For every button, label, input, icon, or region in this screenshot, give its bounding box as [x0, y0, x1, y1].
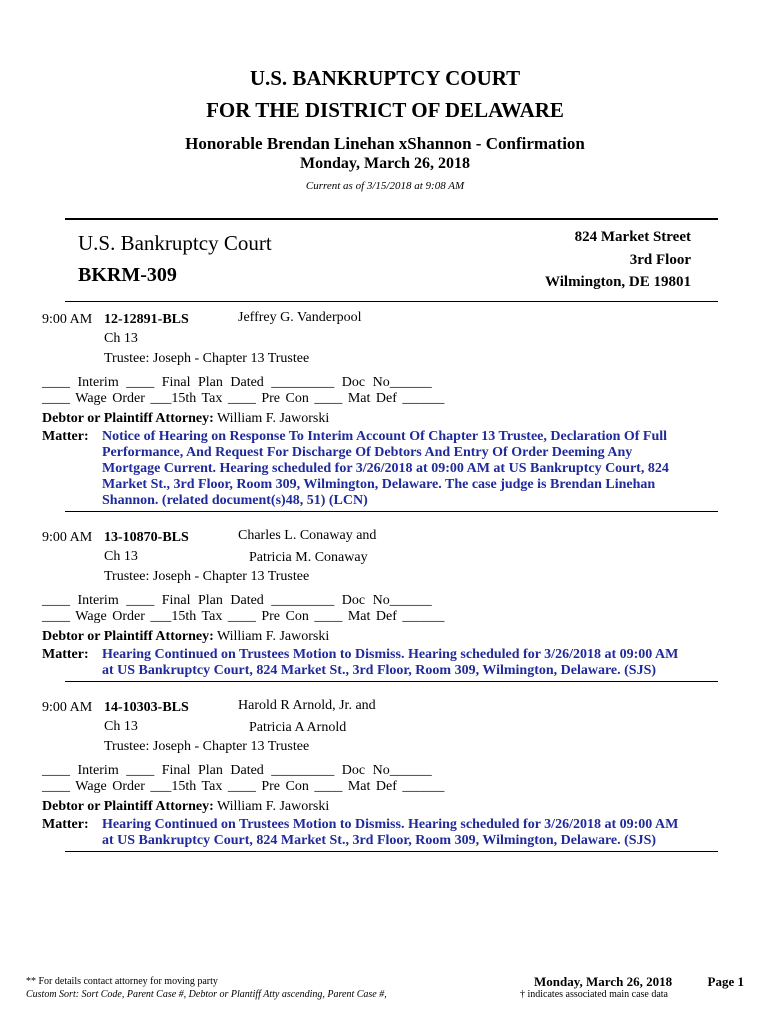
case-chapter: Ch 13 [104, 331, 138, 346]
case-chapter: Ch 13 [104, 719, 138, 734]
attorney-name: William F. Jaworski [216, 411, 330, 426]
matter-text-line: Hearing Continued on Trustees Motion to Dismiss. Hearing scheduled for 3/26/2018 at 09:00 AM [102, 647, 679, 662]
checklist-row: ____ Wage Order ___15th Tax ____ Pre Con ____ Mat Def ______ [42, 779, 445, 794]
matter-label: Matter: [42, 817, 89, 832]
co-debtor-name: Patricia A Arnold [249, 720, 347, 735]
checklist-row: ____ Interim ____ Final Plan Dated _________ Doc No______ [42, 375, 432, 390]
matter-text-line: Market St., 3rd Floor, Room 309, Wilmington, Delaware. The case judge is Brendan Linehan [102, 477, 656, 492]
checklist-row: ____ Wage Order ___15th Tax ____ Pre Con ____ Mat Def ______ [42, 391, 445, 406]
court-title: U.S. BANKRUPTCY COURT [249, 66, 521, 90]
attorney-name: William F. Jaworski [216, 629, 330, 644]
attorney-name: William F. Jaworski [216, 799, 330, 814]
matter-text-line: Notice of Hearing on Response To Interim Account Of Chapter 13 Trustee, Declaration Of Full [102, 429, 668, 444]
address-floor: 3rd Floor [629, 252, 691, 268]
footer-legend: † indicates associated main case data [520, 989, 668, 1000]
case-time: 9:00 AM [42, 312, 93, 327]
case-time: 9:00 AM [42, 700, 93, 715]
case-divider [65, 681, 718, 682]
case-number: 14-10303-BLS [104, 700, 189, 715]
current-as-of: Current as of 3/15/2018 at 9:08 AM [305, 180, 465, 192]
courtroom: BKRM-309 [78, 264, 177, 286]
attorney-line [42, 799, 329, 815]
case-trustee: Trustee: Joseph - Chapter 13 Trustee [104, 569, 310, 584]
page-number: Page 1 [707, 974, 744, 989]
matter-text-line: Hearing Continued on Trustees Motion to Dismiss. Hearing scheduled for 3/26/2018 at 09:00 AM [102, 817, 679, 832]
footer-custom-sort: Custom Sort: Sort Code, Parent Case #, Debtor or Plantiff Atty ascending, Parent Case #, [26, 989, 387, 1000]
address-street: 824 Market Street [574, 229, 691, 245]
matter-text-line: Performance, And Request For Discharge Of Debtors And Entry Of Order Deeming Any [102, 445, 633, 460]
judge-line: Honorable Brendan Linehan xShannon - Confirmation [185, 134, 585, 153]
header-rule [65, 218, 718, 220]
attorney-label: Debtor or Plaintiff Attorney: [42, 411, 214, 426]
attorney-line [42, 411, 329, 427]
case-chapter: Ch 13 [104, 549, 138, 564]
footer-date: Monday, March 26, 2018 [534, 974, 673, 989]
matter-label: Matter: [42, 429, 89, 444]
location-rule [65, 301, 718, 302]
debtor-name: Charles L. Conaway and [238, 528, 377, 543]
case-time: 9:00 AM [42, 530, 93, 545]
district-title: FOR THE DISTRICT OF DELAWARE [206, 98, 564, 122]
checklist-row: ____ Wage Order ___15th Tax ____ Pre Con ____ Mat Def ______ [42, 609, 445, 624]
case-divider [65, 511, 718, 512]
matter-text-line: Mortgage Current. Hearing scheduled for 3/26/2018 at 09:00 AM at US Bankruptcy Court, 824 [102, 461, 669, 476]
checklist-row: ____ Interim ____ Final Plan Dated _________ Doc No______ [42, 763, 432, 778]
co-debtor-name: Patricia M. Conaway [249, 550, 368, 565]
address-city: Wilmington, DE 19801 [545, 274, 691, 290]
case-trustee: Trustee: Joseph - Chapter 13 Trustee [104, 351, 310, 366]
debtor-name: Harold R Arnold, Jr. and [238, 698, 376, 713]
matter-text-line: at US Bankruptcy Court, 824 Market St., 3rd Floor, Room 309, Wilmington, Delaware. (SJS) [102, 833, 657, 848]
attorney-label: Debtor or Plaintiff Attorney: [42, 799, 214, 814]
attorney-label: Debtor or Plaintiff Attorney: [42, 629, 214, 644]
case-number: 13-10870-BLS [104, 530, 189, 545]
hearing-date: Monday, March 26, 2018 [300, 155, 470, 172]
case-number: 12-12891-BLS [104, 312, 189, 327]
debtor-name: Jeffrey G. Vanderpool [238, 310, 362, 325]
attorney-line [42, 629, 329, 645]
case-divider [65, 851, 718, 852]
matter-text-line: at US Bankruptcy Court, 824 Market St., 3rd Floor, Room 309, Wilmington, Delaware. (SJS) [102, 663, 657, 678]
matter-text-line: Shannon. (related document(s)48, 51) (LCN) [102, 493, 368, 508]
court-name: U.S. Bankruptcy Court [78, 231, 272, 255]
matter-label: Matter: [42, 647, 89, 662]
case-trustee: Trustee: Joseph - Chapter 13 Trustee [104, 739, 310, 754]
checklist-row: ____ Interim ____ Final Plan Dated _________ Doc No______ [42, 593, 432, 608]
footer-contact-note: ** For details contact attorney for moving party [26, 976, 218, 987]
